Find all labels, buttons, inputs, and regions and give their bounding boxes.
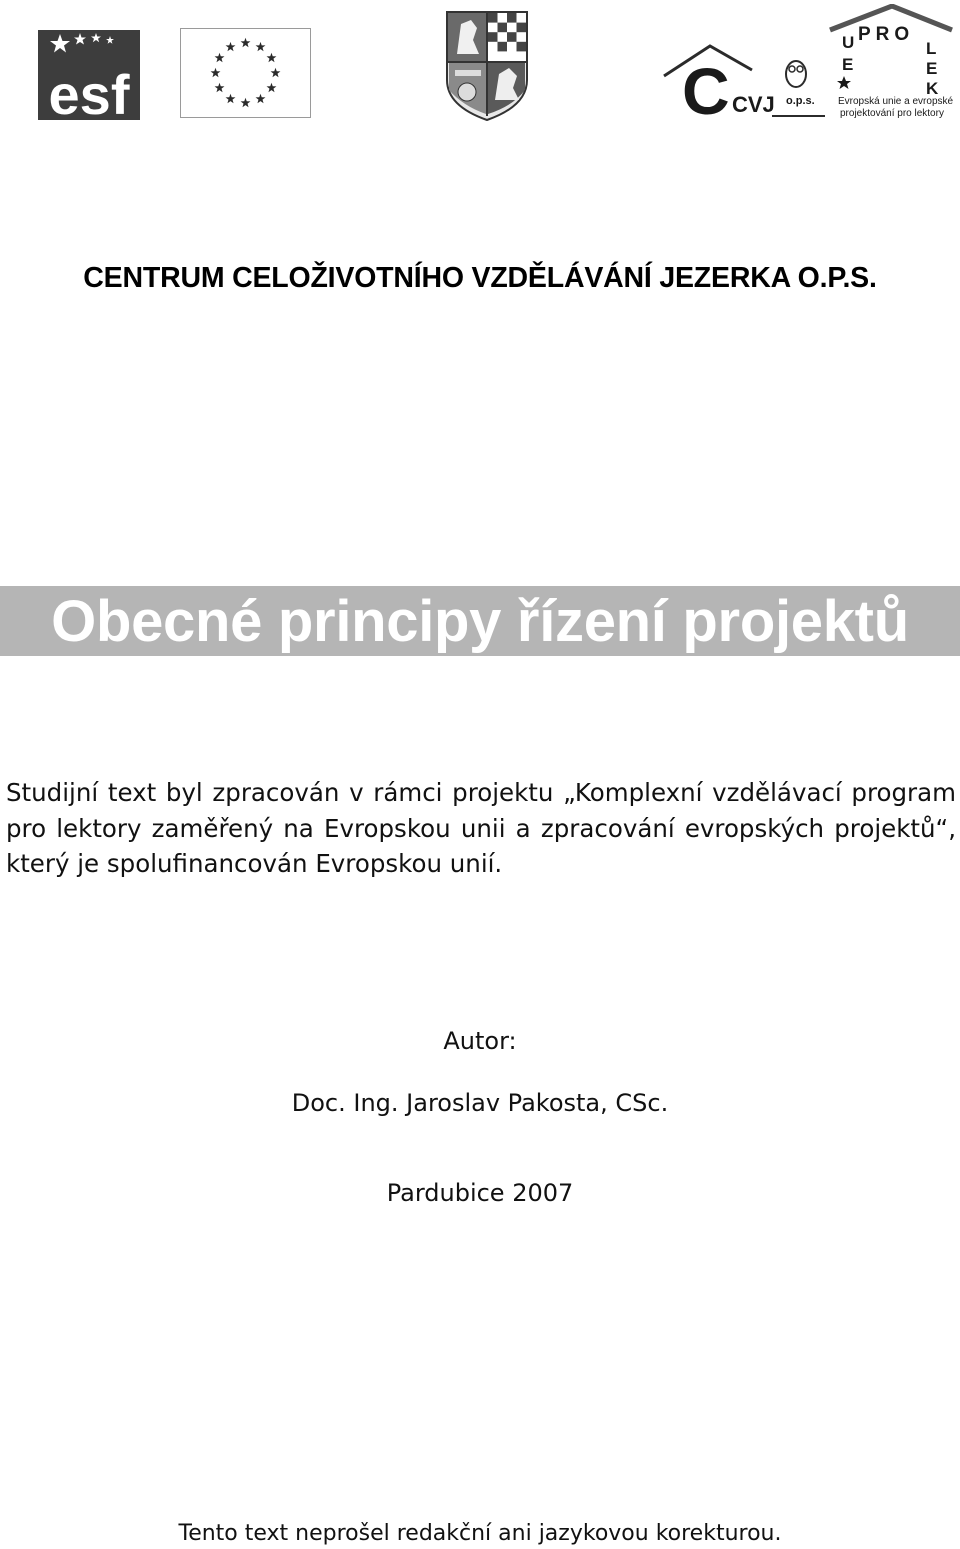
svg-text:L: L [926, 39, 937, 58]
organization-name: CENTRUM CELOŽIVOTNÍHO VZDĚLÁVÁNÍ JEZERKA O.P.S. [83, 262, 877, 294]
svg-text:U: U [842, 33, 855, 52]
eu-flag-icon [180, 28, 311, 118]
coat-of-arms-icon [443, 10, 531, 122]
place-year: Pardubice 2007 [386, 1179, 574, 1207]
disclaimer-text: Tento text neprošel redakční ani jazykovou korekturou. [178, 1521, 782, 1546]
svg-text:E: E [926, 59, 938, 78]
author-name: Doc. Ing. Jaroslav Pakosta, CSc. [291, 1089, 669, 1117]
document-title: Obecné principy řízení projektů [51, 589, 909, 654]
esf-logo [38, 30, 140, 120]
author-label: Autor: [443, 1027, 517, 1055]
svg-text:C: C [682, 54, 730, 120]
intro-paragraph: Studijní text byl zpracován v rámci projektu „Komplexní vzdělávací program pro lektory zaměřený na Evropskou unii a zpracování evropských projektů“, který je spolufinancován Evropskou unií. [6, 778, 956, 878]
svg-text:Evropská unie a evropské: Evropská unie a evropské [838, 96, 954, 107]
ccvj-logo [660, 44, 825, 120]
svg-text:PRO: PRO [858, 24, 915, 45]
svg-text:o.p.s.: o.p.s. [786, 95, 815, 107]
svg-text:E: E [842, 55, 854, 74]
euprolek-logo [828, 4, 954, 120]
svg-text:projektování pro lektory: projektování pro lektory [840, 108, 944, 119]
svg-text:K: K [926, 79, 939, 98]
svg-text:CVJ: CVJ [732, 92, 775, 117]
esf-wordmark: esf [48, 63, 130, 120]
